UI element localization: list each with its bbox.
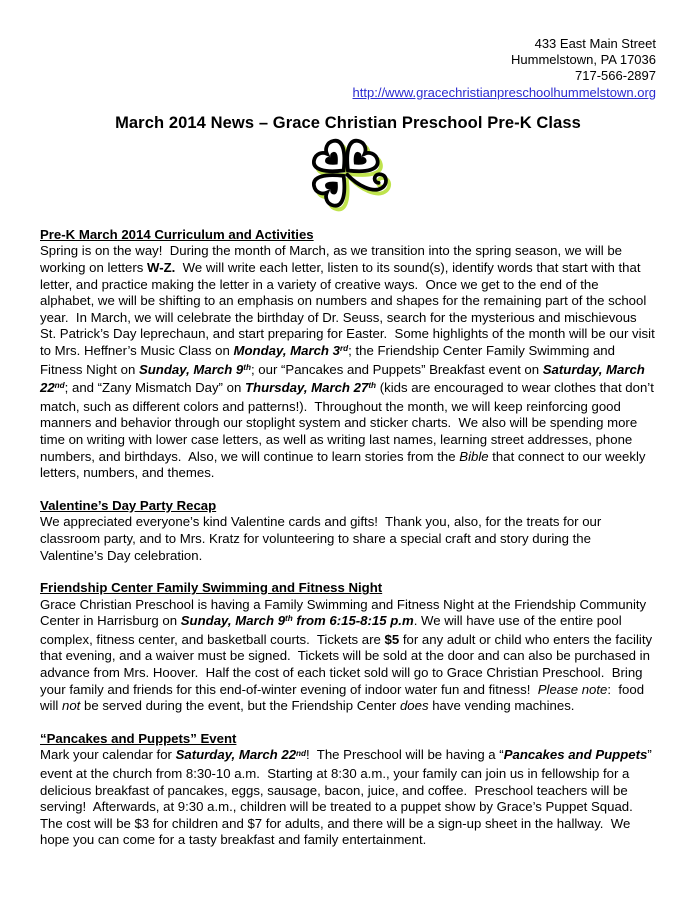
address-line-city: Hummelstown, PA 17036: [511, 52, 656, 68]
section-curriculum: [40, 226, 659, 482]
section-heading-swim: Friendship Center Family Swimming and Fitness Night: [40, 580, 383, 596]
section-heading-pancakes: “Pancakes and Puppets” Event: [40, 730, 237, 746]
address-line-street: 433 East Main Street: [534, 36, 656, 51]
section-heading-valentine: Valentine’s Day Party Recap: [40, 497, 217, 513]
newsletter-content: [40, 226, 659, 849]
section-paragraph-curriculum: Spring is on the way! During the month of March, as we transition into the spring season, we will be working on letters W-Z. We will write each letter, listen to its sound(s), identify words that start with that letter, and practice making the letter in a variety of creative ways. Once we get to the end of the alphabet, we will be shifting to an emphasis on numbers and shapes for the remaining part of the school year. In March, we will celebrate the birthday of Dr. Seuss, search for the mysterious and mischievous St. Patrick’s Day leprechaun, and start preparing for Easter. Some highlights of the month will be our visit to Mrs. Heffner’s Music Class on Monday, March 3rd; the Friendship Center Family Swimming and Fitness Night on Sunday, March 9th; our “Pancakes and Puppets” Breakfast event on Saturday, March 22nd; and “Zany Mismatch Day” on Thursday, March 27th (kids are encouraged to wear clothes that don’t match, such as different colors and patterns!). Throughout the month, we will keep reinforcing good manners and behavior through our stoplight system and sticker charts. We also will be spending more time on writing with lower case letters, as well as writing last names, learning street addresses, phone numbers, and birthdays. Also, we will continue to learn stories from the Bible that connect to our weekly letters, numbers, and themes.: [40, 243, 659, 481]
section-paragraph-pancakes: Mark your calendar for Saturday, March 22nd! The Preschool will be having a “Pancakes and Puppets” event at the church from 8:30-10 a.m. Starting at 8:30 a.m., your family can join us in fellowship for a delicious breakfast of pancakes, eggs, sausage, bacon, juice, and coffee. Preschool teachers will be serving! Afterwards, at 9:30 a.m., children will be treated to a puppet show by Grace’s Puppet Squad. The cost will be $3 for children and $7 for adults, and there will be a sign-up sheet in the hallway. We hope you can come for a tasty breakfast and family entertainment.: [40, 747, 656, 848]
section-swim-fitness-night: [40, 580, 656, 715]
shamrock-clover-image: [292, 135, 405, 213]
website-link[interactable]: http://www.gracechristianpreschoolhummelstown.org: [352, 84, 656, 100]
address-line-phone: 717-566-2897: [575, 68, 656, 84]
page-title: March 2014 News – Grace Christian Preschool Pre-K Class: [115, 113, 581, 132]
section-pancakes-puppets: [40, 731, 656, 849]
section-valentine-recap: [40, 498, 656, 564]
section-paragraph-valentine: We appreciated everyone’s kind Valentine cards and gifts! Thank you, also, for the treats for our classroom party, and to Mrs. Kratz for volunteering to share a special craft and story during the Valentine’s Day celebration.: [40, 514, 605, 563]
clover-graphic-container: [40, 135, 656, 215]
section-heading-curriculum: Pre-K March 2014 Curriculum and Activities: [40, 226, 314, 242]
header-address-block: [40, 36, 656, 101]
website-link-line: [40, 85, 656, 101]
section-paragraph-swim: Grace Christian Preschool is having a Family Swimming and Fitness Night at the Friendship Community Center in Harrisburg on Sunday, March 9th from 6:15-8:15 p.m. We will have use of the entire pool complex, fitness center, and basketball courts. Tickets are $5 for any adult or child who enters the facility that evening, and a waiver must be signed. Tickets will be sold at the door and can also be purchased in advance from Mrs. Hoover. Half the cost of each ticket sold will go to Grace Christian Preschool. Bring your family and friends for this end-of-winter evening of indoor water fun and fitness! Please note: food will not be served during the event, but the Friendship Center does have vending machines.: [40, 596, 656, 714]
